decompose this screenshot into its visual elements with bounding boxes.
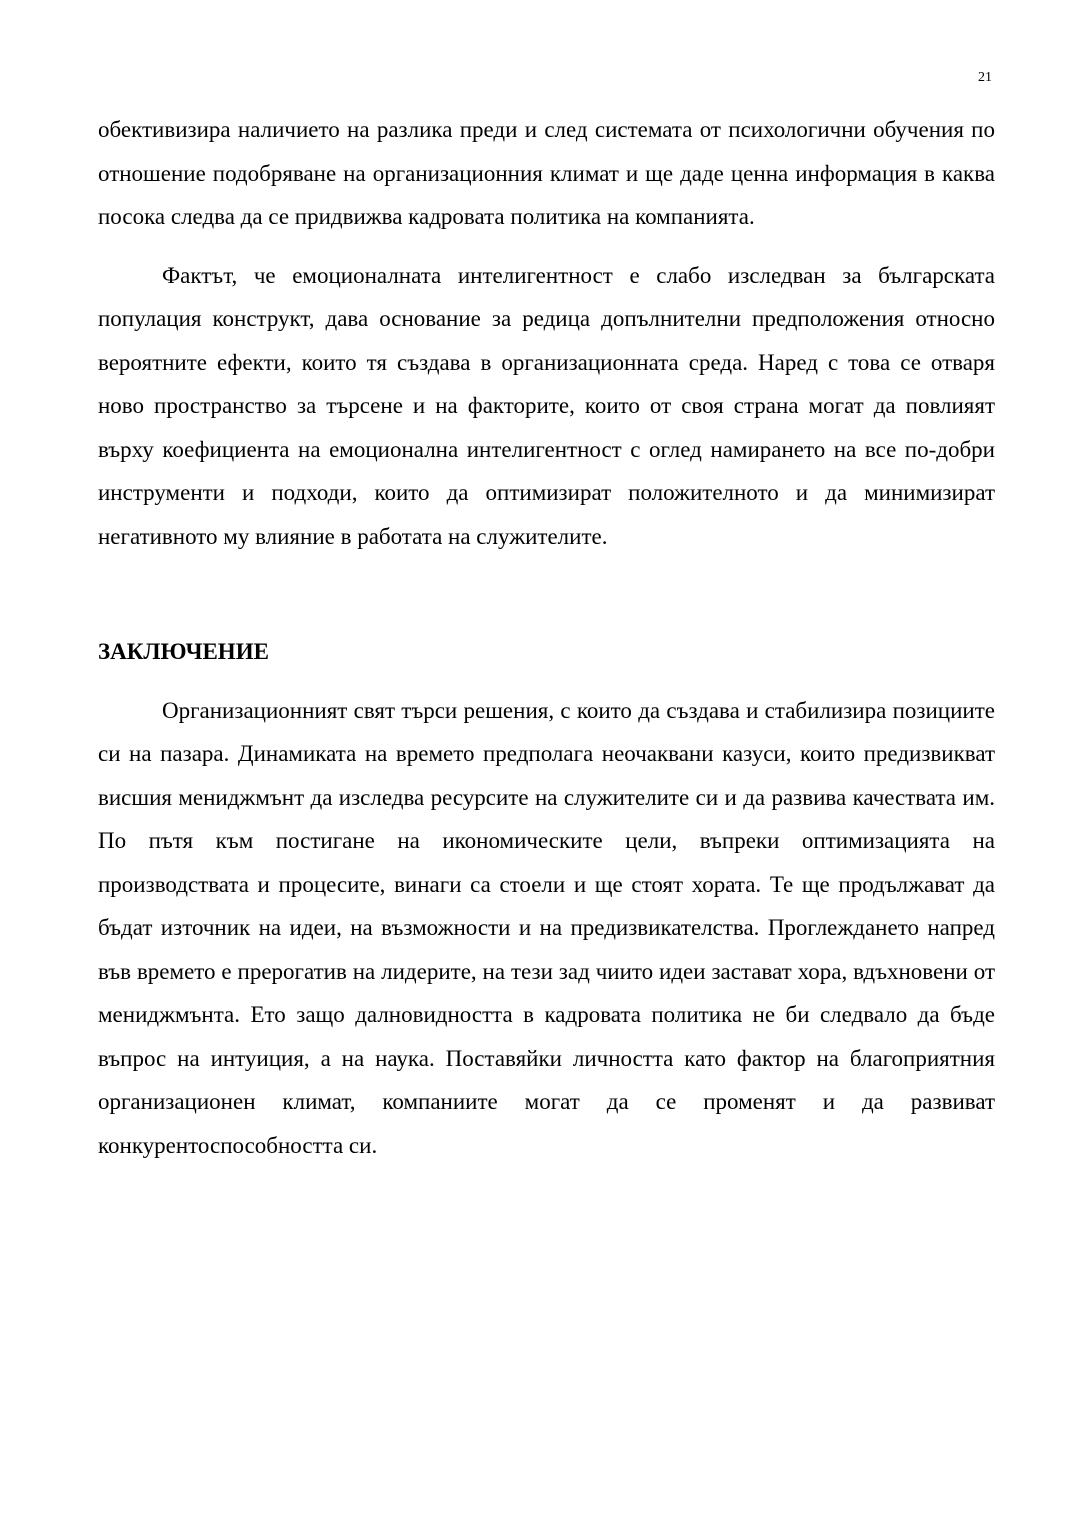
paragraph-spacer [98, 239, 995, 254]
conclusion-paragraph: Организационният свят търси решения, с които да създава и стабилизира позициите си на пазара. Динамиката на времето предполага неочаквани казуси, които предизвикват висшия мениджмънт да изследва ресурсите на служителите си и да развива качествата им. По пътя към постигане на икономическите цели, въпреки оптимизацията на производствата и процесите, винаги са стоели и ще стоят хората. Те ще продължават да бъдат източник на идеи, на възможности и на предизвикателства. Проглеждането напред във времето е прерогатив на лидерите, на тези зад чиито идеи застават хора, вдъхновени от мениджмънта. Ето защо далновидността в кадровата политика не би следвало да бъде въпрос на интуиция, а на наука. Поставяйки личността като фактор на благоприятния организационен климат, компаниите могат да се променят и да развиват конкурентоспособността си. [98, 697, 995, 1158]
paragraph-continuation: обективизира наличието на разлика преди и след системата от психологични обучения по отношение подобряване на организационния климат и ще даде ценна информация в каква посока следва да се придвижва кадровата политика на компанията. [98, 117, 995, 229]
heading-spacer [98, 674, 995, 689]
section-spacer [98, 558, 995, 630]
page-content [98, 108, 995, 1167]
paragraph-emotional-intelligence: Фактът, че емоционалната интелигентност е слабо изследван за българската популация конструкт, дава основание за редица допълнителни предположения относно вероятните ефекти, които тя създава в организационната среда. Наред с това се отваря ново пространство за търсене и на факторите, които от своя страна могат да повлияят върху коефициента на емоционална интелигентност с оглед намирането на все по-добри инструменти и подходи, които да оптимизират положителното и да минимизират негативното му влияние в работата на служителите. [98, 262, 995, 549]
conclusion-heading: ЗАКЛЮЧЕНИЕ [98, 639, 269, 664]
page-number: 21 [978, 70, 992, 85]
